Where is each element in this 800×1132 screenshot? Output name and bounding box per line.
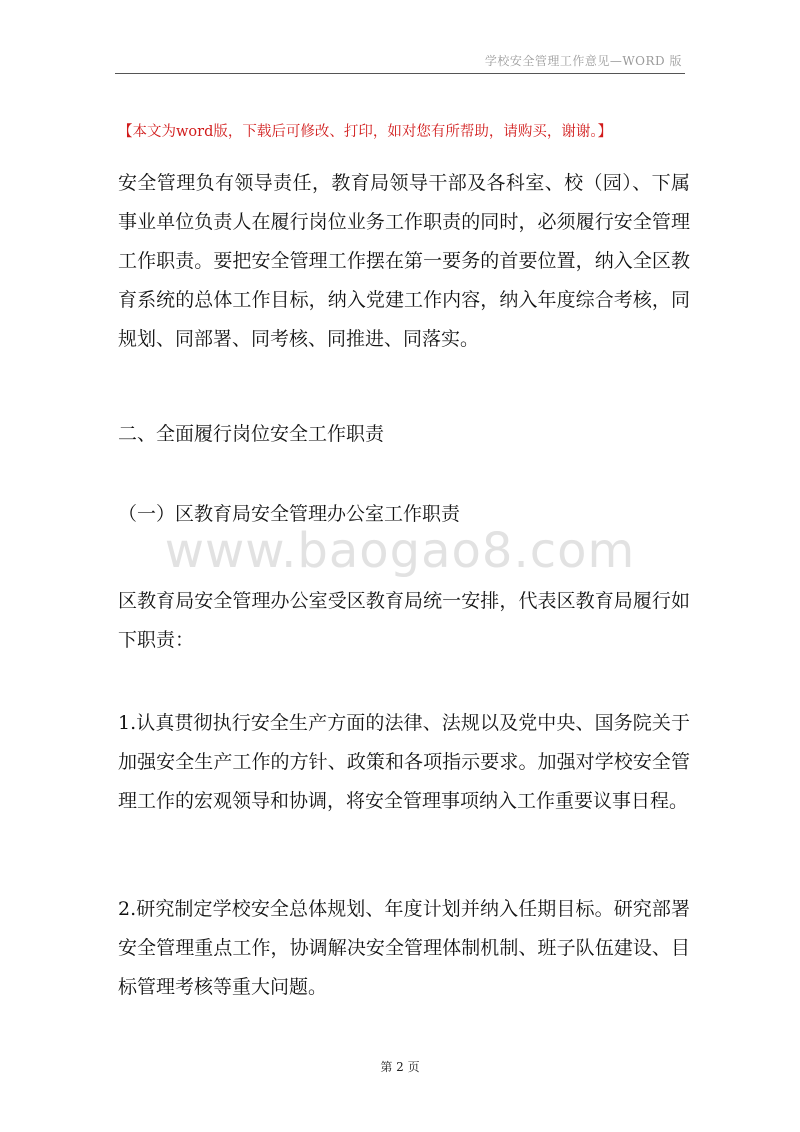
list-item-2: 2.研究制定学校安全总体规划、年度计划并纳入任期目标。研究部署安全管理重点工作，协调解决安全管理体制机制、班子队伍建设、目标管理考核等重大问题。 xyxy=(118,898,690,998)
header-divider xyxy=(115,73,685,74)
download-notice: 【本文为word版，下载后可修改、打印，如对您有所帮助，请购买，谢谢。】 xyxy=(118,124,613,140)
watermark: www.baogao8.com xyxy=(164,523,636,579)
section-heading-2: 二、全面履行岗位安全工作职责 xyxy=(118,423,385,445)
paragraph-leadership-duty: 安全管理负有领导责任，教育局领导干部及各科室、校（园）、下属事业单位负责人在履行岗位业务工作职责的同时，必须履行安全管理工作职责。要把安全管理工作摆在第一要务的首要位置，纳入全区教育系统的总体工作目标，纳入党建工作内容，纳入年度综合考核，同规划、同部署、同考核、同推进、同落实。 xyxy=(118,172,690,350)
subsection-heading-2-1: （一）区教育局安全管理办公室工作职责 xyxy=(118,503,461,525)
paragraph-office-duties-intro: 区教育局安全管理办公室受区教育局统一安排，代表区教育局履行如下职责： xyxy=(118,590,690,651)
list-item-1: 1.认真贯彻执行安全生产方面的法律、法规以及党中央、国务院关于加强安全生产工作的方针、政策和各项指示要求。加强对学校安全管理工作的宏观领导和协调，将安全管理事项纳入工作重要议事日程。 xyxy=(118,712,690,812)
running-header: 学校安全管理工作意见—WORD 版 xyxy=(484,54,682,68)
page-number: 第 2 页 xyxy=(380,1060,420,1074)
